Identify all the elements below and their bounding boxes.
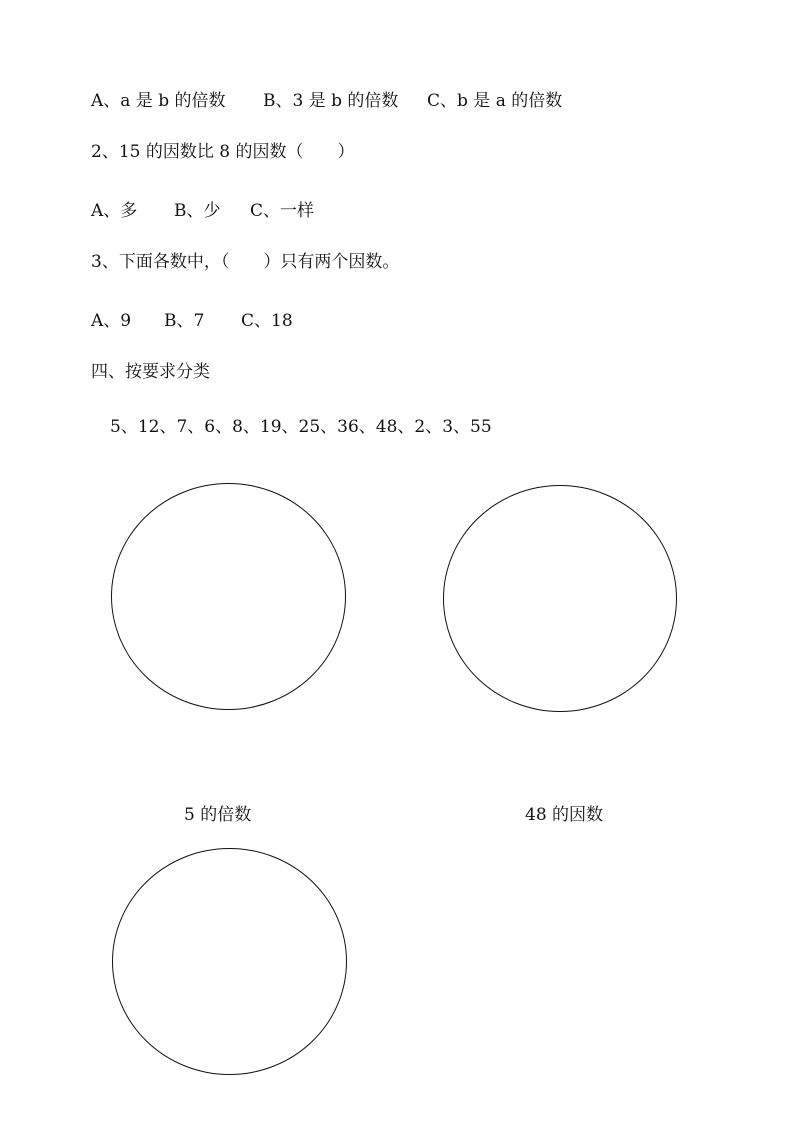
third-classification-circle	[112, 848, 347, 1075]
q3-option-b: B、7	[164, 311, 205, 331]
q3-option-c: C、18	[241, 311, 293, 331]
q3-question: 3、下面各数中，（ ）只有两个因数。	[91, 252, 400, 272]
q1-option-b: B、3 是 b 的倍数	[263, 91, 399, 111]
q1-option-a: A、a 是 b 的倍数	[91, 91, 226, 111]
q2-question: 2、15 的因数比 8 的因数（ ）	[91, 142, 355, 162]
q2-option-a: A、多	[91, 201, 138, 221]
multiples-of-5-circle	[111, 483, 346, 710]
section-heading: 四、按要求分类	[91, 362, 210, 382]
q2-option-b: B、少	[174, 201, 221, 221]
q1-option-c: C、b 是 a 的倍数	[427, 91, 563, 111]
number-list: 5、12、7、6、8、19、25、36、48、2、3、55	[110, 417, 492, 437]
factors-of-48-label: 48 的因数	[525, 805, 604, 825]
q3-option-a: A、9	[91, 311, 132, 331]
factors-of-48-circle	[443, 485, 677, 712]
q2-option-c: C、一样	[250, 201, 315, 221]
multiples-of-5-label: 5 的倍数	[184, 805, 252, 825]
